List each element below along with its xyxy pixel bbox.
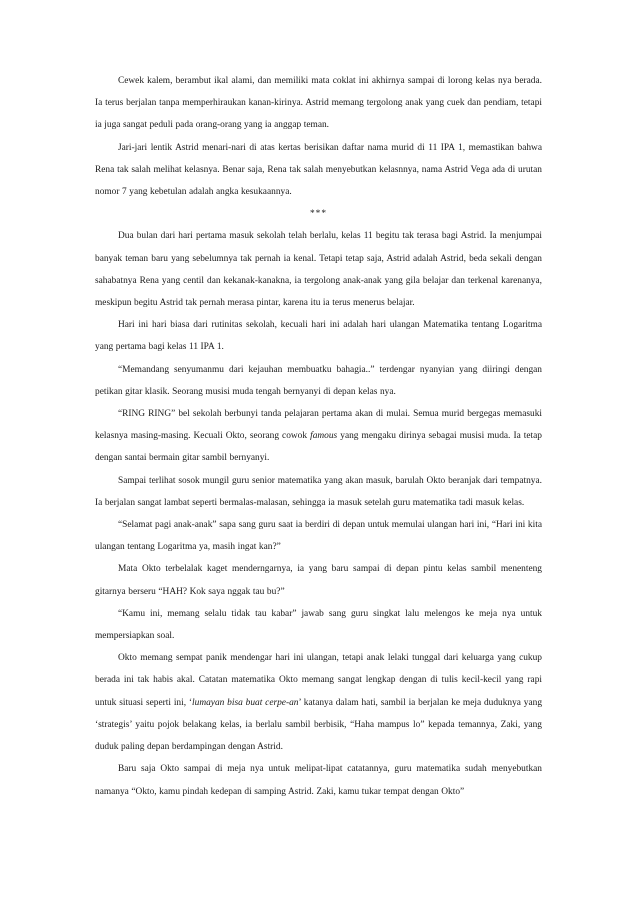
- paragraph: [95, 647, 542, 758]
- paragraph-text: ’ katanya dalam hati, sambil ia berjalan ke meja duduknya yang ‘strategis’ yaitu pojok belakang kelas, ia berlalu sambil berbisik, “Haha mampus lo” kepada temannya, Zaki, yang duduk paling depan berdampingan dengan Astrid.: [95, 697, 543, 753]
- paragraph-text: Okto memang sempat panik mendengar hari ini ulangan, tetapi anak lelaki tunggal dari keluarga yang cukup berada ini tak habis akal. Catatan matematika Okto memang sangat lengkap dengan di tulis kecil-kecil yang rapi untuk situasi seperti ini,: [95, 653, 542, 708]
- paragraph-text: yang mengaku dirinya sebagai musisi muda. Ia tetap dengan santai bermain gitar sambil bernyanyi.: [95, 431, 542, 464]
- italic-phrase: lumayan bisa buat cerpe-an: [192, 697, 299, 708]
- paragraph: “Memandang senyumanmu dari kejauhan membuatku bahagia..” terdengar nyanyian yang diiringi dengan petikan gitar klasik. Seorang musisi muda tengah bernyanyi di depan kelas nya.: [95, 364, 542, 397]
- paragraph: “Kamu ini, memang selalu tidak tau kabar” jawab sang guru singkat lalu melengos ke meja nya untuk mempersiapkan soal.: [95, 608, 542, 642]
- italic-word: famous: [310, 431, 338, 442]
- document-page: [95, 70, 542, 803]
- section-separator: ***: [309, 209, 328, 220]
- paragraph: Mata Okto terbelalak kaget menderngarnya, ia yang baru sampai di depan pintu kelas sambil menenteng gitarnya berseru “HAH? Kok saya nggak tau bu?”: [95, 564, 542, 597]
- paragraph: Cewek kalem, berambut ikal alami, dan memiliki mata coklat ini akhirnya sampai di lorong kelas nya berada. Ia terus berjalan tanpa memperhiraukan kanan-kirinya. Astrid memang tergolong anak yang cuek dan pendiam, tetapi ia juga sangat peduli pada orang-orang yang ia anggap teman.: [95, 76, 542, 131]
- paragraph: Sampai terlihat sosok mungil guru senior matematika yang akan masuk, barulah Okto beranjak dari tempatnya. Ia berjalan sangat lambat seperti bermalas-malasan, sehingga ia masuk setelah guru matematika tadi masuk kelas.: [95, 475, 542, 508]
- paragraph: Dua bulan dari hari pertama masuk sekolah telah berlalu, kelas 11 begitu tak terasa bagi Astrid. Ia menjumpai banyak teman baru yang sebelumnya tak pernah ia kenal. Tetapi tetap saja, Astrid adalah Astrid, beda sekali dengan sahabatnya Rena yang centil dan kekanak-kanakna, ia tergolong anak-anak yang gila belajar dan terkenal karenanya, meskipun begitu Astrid tak pernah merasa pintar, karena itu ia terus menerus belajar.: [95, 231, 542, 309]
- paragraph-text: “RING RING” bel sekolah berbunyi tanda pelajaran pertama akan di mulai. Semua murid bergegas memasuki kelasnya masing-masing. Kecuali Okto, seorang cowok: [95, 409, 542, 442]
- quote-mark: ‘: [188, 697, 193, 708]
- paragraph: “Selamat pagi anak-anak” sapa sang guru saat ia berdiri di depan untuk memulai ulangan hari ini, “Hari ini kita ulangan tentang Logaritma ya, masih ingat kan?”: [95, 520, 542, 553]
- paragraph: Baru saja Okto sampai di meja nya untuk melipat-lipat catatannya, guru matematika sudah menyebutkan namanya “Okto, kamu pindah kedepan di samping Astrid. Zaki, kamu tukar tempat dengan Okto”: [95, 764, 542, 797]
- paragraph: Hari ini hari biasa dari rutinitas sekolah, kecuali hari ini adalah hari ulangan Matematika tentang Logaritma yang pertama bagi kelas 11 IPA 1.: [95, 320, 542, 353]
- paragraph: Jari-jari lentik Astrid menari-nari di atas kertas berisikan daftar nama murid di 11 IPA 1, memastikan bahwa Rena tak salah melihat kelasnya. Benar saja, Rena tak salah menyebutkan kelasnnya, nama Astrid Vega ada di urutan nomor 7 yang kebetulan adalah angka kesukaannya.: [95, 142, 542, 198]
- paragraph: [95, 403, 542, 470]
